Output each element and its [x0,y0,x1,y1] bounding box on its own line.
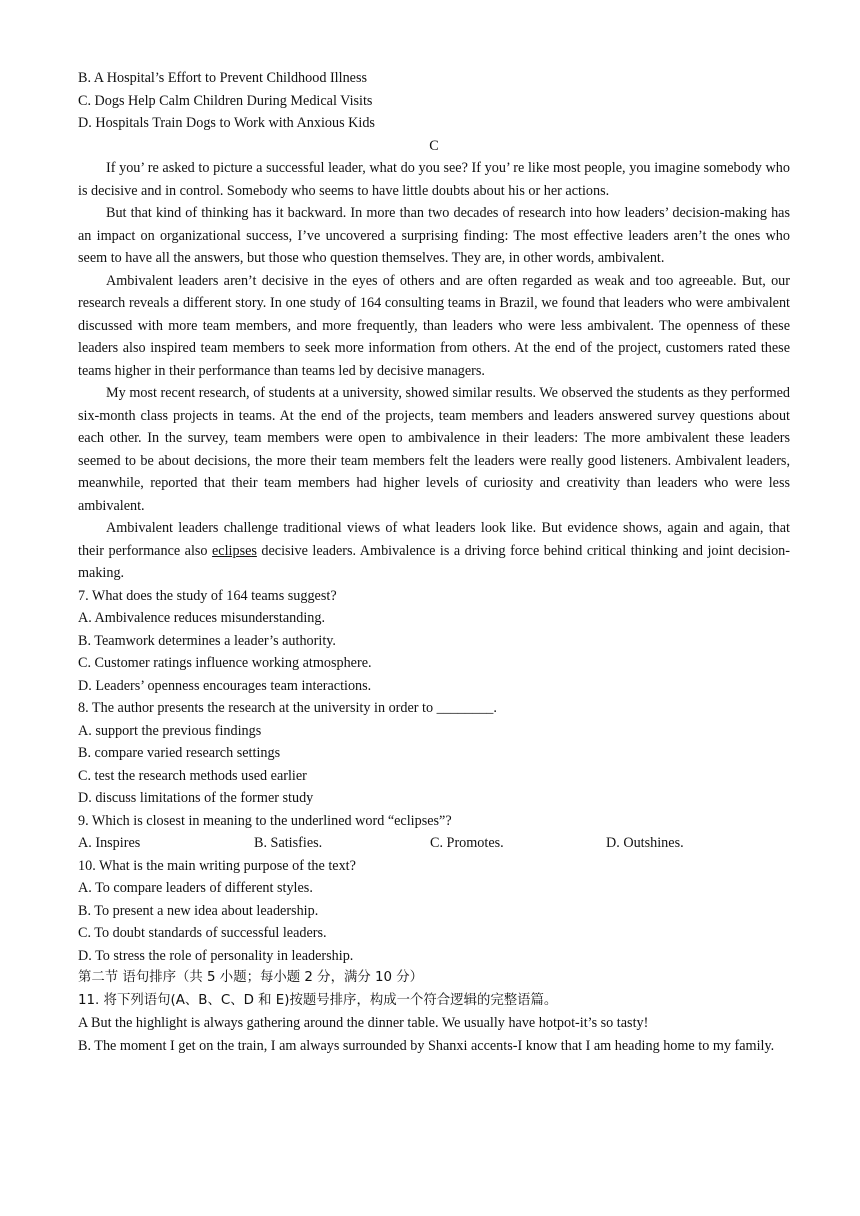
q9-options [78,832,790,855]
passage-paragraph-1: If you’ re asked to picture a successful leader, what do you see? If you’ re like most people, you imagine somebody who is decisive and in control. Somebody who seems to have little doubts about his or her actions. [78,160,790,199]
q10-option-d: D. To stress the role of personality in leadership. [78,947,354,964]
q7-option-b: B. Teamwork determines a leader’s authority. [78,632,336,649]
q9-option-c: C. Promotes. [430,835,504,851]
prev-option-b: B. A Hospital’s Effort to Prevent Childhood Illness [78,70,367,86]
section-letter: C [429,137,439,154]
passage-paragraph-2: But that kind of thinking has it backward. In more than two decades of research into how leaders’ decision-making has an impact on organizational success, I’ve uncovered a surprising finding: The most effective leaders aren’t the ones who seem to have all the answers, but those who question themselves. They are, in other words, ambivalent. [78,205,790,266]
q10-option-a: A. To compare leaders of different styles. [78,880,313,896]
prev-option-d: D. Hospitals Train Dogs to Work with Anxious Kids [78,115,375,131]
q11-sentence-b: B. The moment I get on the train, I am always surrounded by Shanxi accents-I know that I am heading home to my family. [78,1037,775,1054]
q8-option-a: A. support the previous findings [78,722,262,739]
q9-stem: 9. Which is closest in meaning to the underlined word “eclipses”? [78,812,452,829]
q7-option-c: C. Customer ratings influence working atmosphere. [78,655,372,671]
p5-text-before: Ambivalent leaders challenge traditional views of what leaders look like. But evidence shows, again and again, that their performance also [78,520,790,559]
q10-option-b: B. To present a new idea about leadership. [78,902,319,919]
document-body [78,67,790,1057]
passage-paragraph-5 [78,517,790,585]
q10-stem: 10. What is the main writing purpose of the text? [78,857,356,874]
p5-text-after: decisive leaders. Ambivalence is a driving force behind critical thinking and joint decision-making. [78,542,790,581]
prev-option-c: C. Dogs Help Calm Children During Medical Visits [78,92,373,109]
q7-option-d: D. Leaders’ openness encourages team interactions. [78,677,372,694]
q11-sentence-a: A But the highlight is always gathering around the dinner table. We usually have hotpot-it’s so tasty! [78,1015,649,1031]
q8-option-b: B. compare varied research settings [78,745,281,761]
passage-paragraph-4: My most recent research, of students at a university, showed similar results. We observed the students as they performed six-month class projects in teams. At the end of the projects, team members and leaders answered survey questions about each other. In the survey, team members were open to ambivalence in their leaders: The more ambivalent these leaders seemed to be about decisions, the more their team members felt the leaders were really good listeners. Ambivalent leaders, meanwhile, reported that their team members had higher levels of curiosity and creativity than leaders who were less ambivalent. [78,385,790,514]
q9-option-a: A. Inspires [78,835,141,851]
q11-instruction: 11. 将下列语句(A、B、C、D 和 E)按题号排序，构成一个符合逻辑的完整语篇。 [78,992,558,1008]
passage-paragraph-3: Ambivalent leaders aren’t decisive in the eyes of others and are often regarded as weak and too agreeable. But, our research reveals a different story. In one study of 164 consulting teams in Brazil, we found that leaders who were ambivalent discussed with more team members, and more frequently, than leaders who were less ambivalent. The openness of these leaders also inspired team members to seek more information from others. At the end of the project, customers rated these teams higher in their performance than teams led by decisive managers. [78,272,790,379]
q7-option-a: A. Ambivalence reduces misunderstanding. [78,610,326,626]
q7-stem: 7. What does the study of 164 teams suggest? [78,587,337,604]
q8-stem: 8. The author presents the research at the university in order to ________. [78,700,497,716]
q10-option-c: C. To doubt standards of successful leaders. [78,925,327,941]
q9-option-d: D. Outshines. [606,835,684,851]
q8-option-d: D. discuss limitations of the former study [78,790,314,806]
q8-option-c: C. test the research methods used earlier [78,767,307,784]
underlined-word: eclipses [212,542,257,559]
q9-option-b: B. Satisfies. [254,835,323,851]
section2-heading: 第二节 语句排序（共 5 小题；每小题 2 分，满分 10 分） [78,970,424,985]
